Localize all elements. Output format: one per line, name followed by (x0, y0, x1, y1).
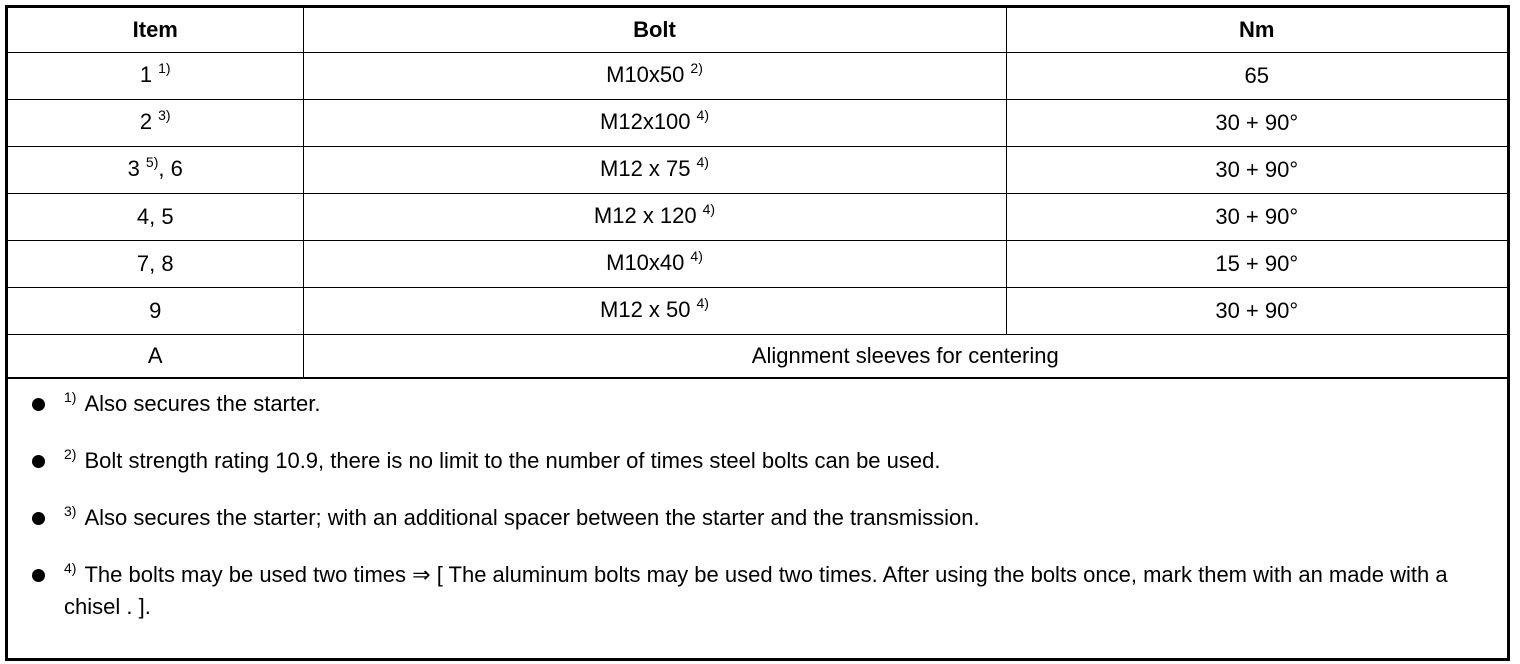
item-cell: 7, 8 (8, 241, 303, 288)
footnote-mark: 4) (64, 560, 77, 576)
footnotes (8, 379, 1507, 622)
torque-cell: 65 (1006, 53, 1507, 100)
torque-cell: 30 + 90° (1006, 147, 1507, 194)
footnote-mark: 4) (696, 154, 709, 170)
footnote-mark: 1) (64, 389, 77, 405)
item-number: 1 (139, 62, 153, 87)
bolt-size: M12 x 75 (600, 156, 691, 181)
torque-cell: 30 + 90° (1006, 194, 1507, 241)
item-number: 2 (139, 109, 153, 134)
footnote-mark: 1) (158, 60, 171, 76)
footnote-mark: 3) (158, 107, 171, 123)
bolt-cell (303, 53, 1006, 100)
torque-cell: 30 + 90° (1006, 100, 1507, 147)
torque-table (8, 8, 1507, 379)
bolt-size: M12 x 50 (600, 297, 691, 322)
table-row (8, 241, 1507, 288)
table-row (8, 288, 1507, 335)
footnote-text: Also secures the starter; with an additional spacer between the starter and the transmission. (84, 505, 980, 530)
table-row (8, 100, 1507, 147)
header-item: Item (8, 8, 303, 53)
table-row (8, 194, 1507, 241)
footnote-mark: 2) (690, 60, 703, 76)
footnote-item (30, 446, 1487, 478)
item-cell (8, 100, 303, 147)
table-row (8, 53, 1507, 100)
bolt-size: M12x100 (600, 109, 691, 134)
bolt-cell (303, 241, 1006, 288)
item-cell: A (8, 335, 303, 379)
footnote-mark: 4) (702, 201, 716, 217)
table-header-row (8, 8, 1507, 53)
header-nm: Nm (1006, 8, 1507, 53)
footnote-text: Also secures the starter. (84, 391, 321, 416)
footnote-mark: 4) (696, 107, 709, 123)
item-suffix: , 6 (158, 156, 183, 181)
table-row-alignment (8, 335, 1507, 379)
bolt-cell (303, 100, 1006, 147)
footnote-text: The bolts may be used two times ⇒ [ The aluminum bolts may be used two times. After using the bolts once, mark them with an made with a chisel . ]. (64, 562, 1448, 619)
footnote-item (30, 389, 1487, 421)
footnote-mark: 4) (696, 295, 709, 311)
bullet-icon (32, 455, 45, 468)
torque-cell: 30 + 90° (1006, 288, 1507, 335)
footnote-item (30, 503, 1487, 535)
table-row (8, 147, 1507, 194)
bolt-cell (303, 147, 1006, 194)
bolt-size: M12 x 120 (593, 203, 697, 228)
footnote-mark: 2) (64, 446, 77, 462)
footnote-mark: 4) (690, 248, 703, 264)
bullet-icon (32, 512, 45, 525)
footnote-mark: 3) (64, 503, 77, 519)
bolt-size: M10x50 (606, 62, 685, 87)
spec-sheet (5, 5, 1510, 661)
item-cell: 9 (8, 288, 303, 335)
description-cell: Alignment sleeves for centering (303, 335, 1507, 379)
header-bolt: Bolt (303, 8, 1006, 53)
bolt-size: M10x40 (606, 250, 685, 275)
item-cell (8, 147, 303, 194)
footnote-item (30, 560, 1487, 622)
footnote-text: Bolt strength rating 10.9, there is no limit to the number of times steel bolts can be used. (84, 448, 941, 473)
item-cell (8, 53, 303, 100)
bolt-cell (303, 288, 1006, 335)
item-cell: 4, 5 (8, 194, 303, 241)
bullet-icon (32, 398, 45, 411)
bolt-cell (303, 194, 1006, 241)
torque-cell: 15 + 90° (1006, 241, 1507, 288)
bullet-icon (32, 569, 45, 582)
footnote-mark: 5) (145, 154, 159, 170)
item-number: 3 (127, 156, 140, 181)
